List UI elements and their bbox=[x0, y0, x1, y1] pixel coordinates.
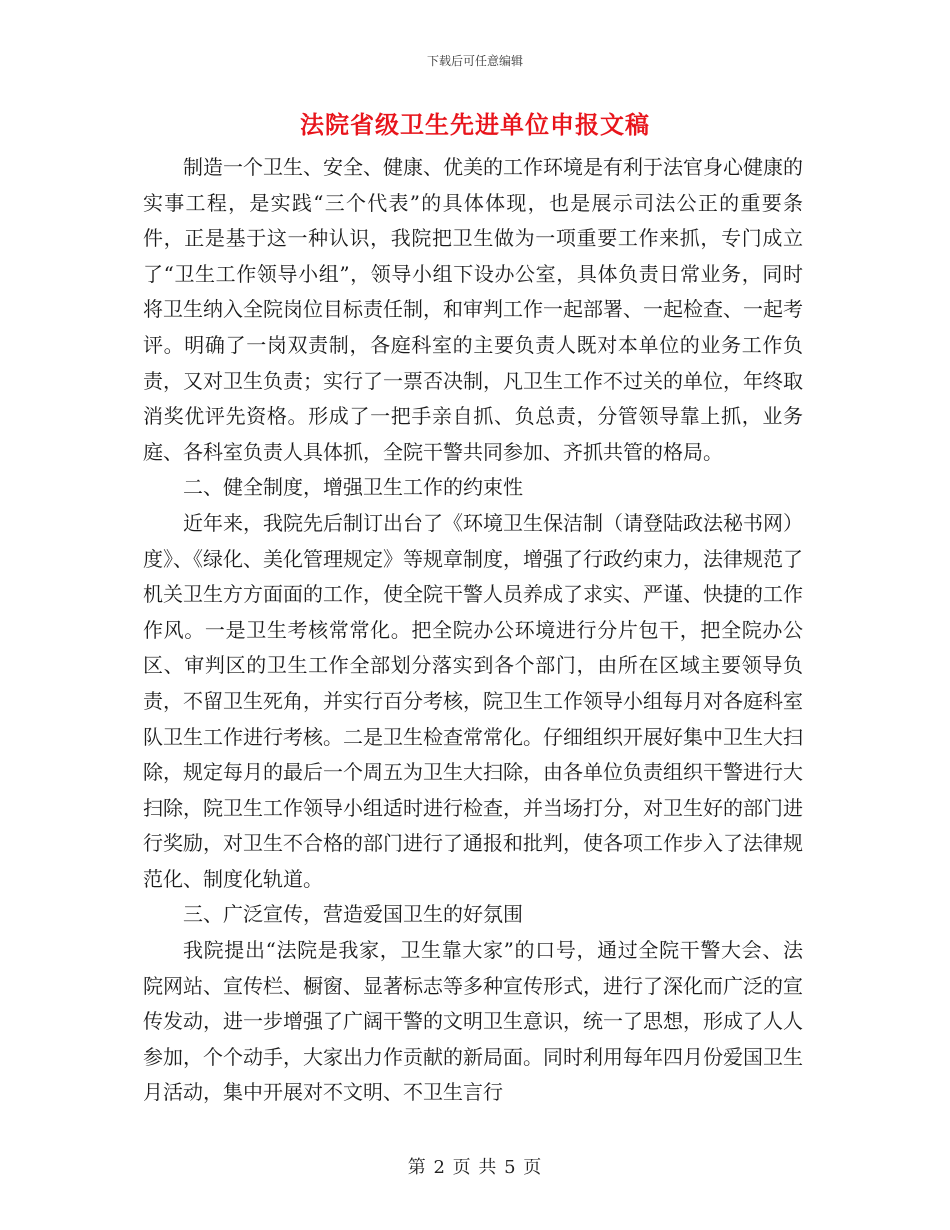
section-heading-2: 二、健全制度，增强卫生工作的约束性 bbox=[183, 475, 523, 500]
document-body bbox=[143, 150, 803, 1111]
header-note: 下载后可任意编辑 bbox=[426, 54, 523, 68]
paragraph-section-3: 我院提出“法院是我家，卫生靠大家”的口号，通过全院干警大会、法院网站、宣传栏、橱窗、显著标志等多种宣传形式，进行了深化而广泛的宣传发动，进一步增强了广阔干警的文明卫生意识，统一了思想，形成了人人参加，个个动手，大家出力作贡献的新局面。同时利用每年四月份爱国卫生月活动，集中开展对不文明、不卫生言行 bbox=[143, 938, 803, 1105]
paragraph-section-2: 近年来，我院先后制订出台了《环境卫生保洁制（请登陆政法秘书网）度》、《绿化、美化管理规定》等规章制度，增强了行政约束力，法律规范了机关卫生方方面面的工作，使全院干警人员养成了求实、严谨、快捷的工作作风。一是卫生考核常常化。把全院办公环境进行分片包干，把全院办公区、审判区的卫生工作全部划分落实到各个部门，由所在区域主要领导负责，不留卫生死角，并实行百分考核，院卫生工作领导小组每月对各庭科室队卫生工作进行考核。二是卫生检查常常化。仔细组织开展好集中卫生大扫除，规定每月的最后一个周五为卫生大扫除，由各单位负责组织干警进行大扫除，院卫生工作领导小组适时进行检查，并当场打分，对卫生好的部门进行奖励，对卫生不合格的部门进行了通报和批判，使各项工作步入了法律规范化、制度化轨道。 bbox=[143, 510, 803, 891]
paragraph-intro: 制造一个卫生、安全、健康、优美的工作环境是有利于法官身心健康的实事工程，是实践“三个代表”的具体体现，也是展示司法公正的重要条件，正是基于这一种认识，我院把卫生做为一项重要工作来抓，专门成立了“卫生工作领导小组”，领导小组下设办公室，具体负责日常业务，同时将卫生纳入全院岗位目标责任制，和审判工作一起部署、一起检查、一起考评。明确了一岗双责制，各庭科室的主要负责人既对本单位的业务工作负责，又对卫生负责；实行了一票否决制，凡卫生工作不过关的单位，年终取消奖优评先资格。形成了一把手亲自抓、负总责，分管领导靠上抓，业务庭、各科室负责人具体抓，全院干警共同参加、齐抓共管的格局。 bbox=[143, 155, 803, 464]
page-footer: 第 2 页 共 5 页 bbox=[407, 1157, 543, 1178]
section-heading-3: 三、广泛宣传，营造爱国卫生的好氛围 bbox=[183, 902, 523, 927]
document-title: 法院省级卫生先进单位申报文稿 bbox=[300, 110, 650, 139]
